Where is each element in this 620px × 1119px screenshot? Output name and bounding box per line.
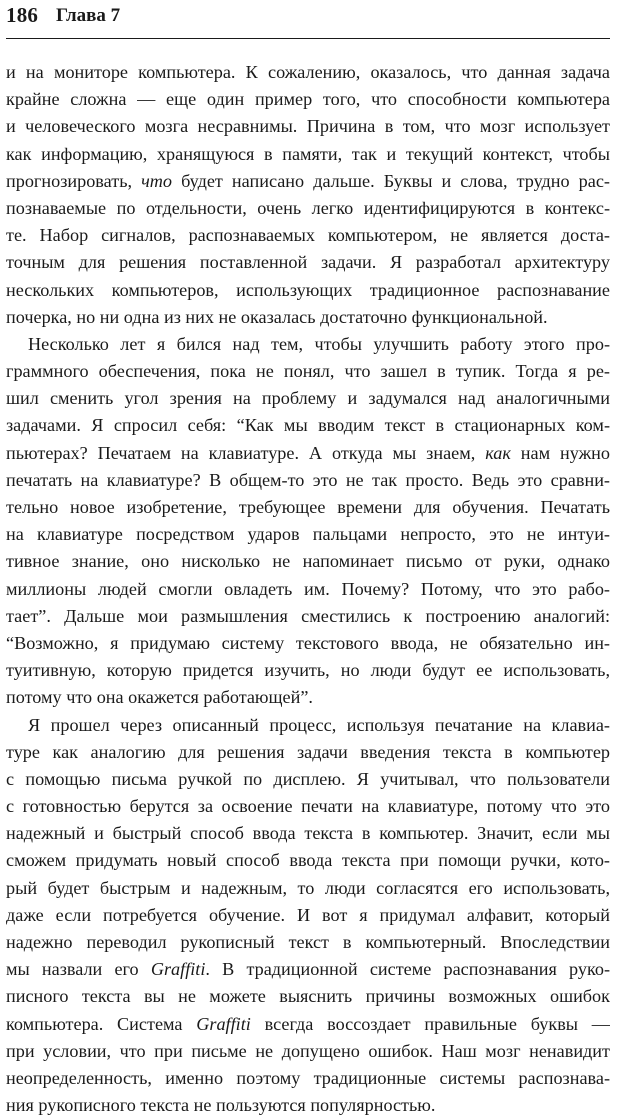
text-line: и человеческого мозга несравнимы. Причина в том, что мозг использует	[6, 113, 610, 140]
paragraph	[6, 59, 610, 331]
text-line: тельно новое изобретение, требующее времени для обучения. Печатать	[6, 494, 610, 521]
text-line: те. Набор сигналов, распознаваемых компьютером, не является доста-	[6, 222, 610, 249]
text-line: миллионы людей смогли овладеть им. Почему? Потому, что это рабо-	[6, 576, 610, 603]
text-line: нескольких компьютеров, использующих традиционное распознавание	[6, 277, 610, 304]
text-line: надежный и быстрый способ ввода текста в компьютер. Значит, если мы	[6, 820, 610, 847]
text-line: сможем придумать новый способ ввода текста при помощи ручки, кото-	[6, 847, 610, 874]
text-line: “Возможно, я придумаю систему текстового ввода, не обязательно ин-	[6, 630, 610, 657]
chapter-title: Глава 7	[56, 5, 120, 27]
text-line: познаваемые по отдельности, очень легко идентифицируются в контекс-	[6, 195, 610, 222]
text-line: печатать на клавиатуре? В общем-то это не так просто. Ведь это сравни-	[6, 467, 610, 494]
text-line: Я прошел через описанный процесс, используя печатание на клавиа-	[6, 712, 610, 739]
text-line: рый будет быстрым и надежным, то люди согласятся его использовать,	[6, 875, 610, 902]
text-line: как информацию, хранящуюся в памяти, так и текущий контекст, чтобы	[6, 141, 610, 168]
text-line: ния рукописного текста не пользуются популярностью.	[6, 1092, 610, 1119]
text-line: пьютерах? Печатаем на клавиатуре. А откуда мы знаем, как нам нужно	[6, 440, 610, 467]
text-line: шил сменить угол зрения на проблему и задумался над аналогичными	[6, 385, 610, 412]
text-line: граммного обеспечения, пока не понял, что зашел в тупик. Тогда я ре-	[6, 358, 610, 385]
text-line: неопределенность, именно поэтому традиционные системы распознава-	[6, 1065, 610, 1092]
text-line: крайне сложна — еще один пример того, что способности компьютера	[6, 86, 610, 113]
text-line: туитивную, которую придется изучить, но люди будут ее использовать,	[6, 657, 610, 684]
text-line: тивное знание, оно нисколько не напоминает письмо от руки, однако	[6, 548, 610, 575]
paragraph	[6, 331, 610, 712]
page-number: 186	[6, 3, 38, 28]
text-line: почерка, но ни одна из них не оказалась достаточно функциональной.	[6, 304, 610, 331]
text-line: точным для решения поставленной задачи. Я разработал архитектуру	[6, 249, 610, 276]
text-line: задачами. Я спросил себя: “Как мы вводим текст в стационарных ком-	[6, 412, 610, 439]
text-line: при условии, что при письме не допущено ошибок. Наш мозг ненавидит	[6, 1038, 610, 1065]
text-line: надежно переводил рукописный текст в компьютерный. Впоследствии	[6, 929, 610, 956]
text-line: Несколько лет я бился над тем, чтобы улучшить работу этого про-	[6, 331, 610, 358]
text-line: на клавиатуре посредством ударов пальцами непросто, это не интуи-	[6, 521, 610, 548]
text-line: потому что она окажется работающей”.	[6, 684, 610, 711]
paragraph	[6, 712, 610, 1119]
running-header	[6, 0, 610, 39]
text-line: писного текста вы не можете выяснить причины возможных ошибок	[6, 983, 610, 1010]
text-line: с готовностью берутся за освоение печати на клавиатуре, потому что это	[6, 793, 610, 820]
text-line: тает”. Дальше мои размышления сместились к построению аналогий:	[6, 603, 610, 630]
text-line: с помощью письма ручкой по дисплею. Я учитывал, что пользователи	[6, 766, 610, 793]
text-line: прогнозировать, что будет написано дальше. Буквы и слова, трудно рас-	[6, 168, 610, 195]
text-line: мы назвали его Graffiti. В традиционной системе распознавания руко-	[6, 956, 610, 983]
text-line: туре как аналогию для решения задачи введения текста в компьютер	[6, 739, 610, 766]
body-text	[6, 59, 610, 1119]
text-line: компьютера. Система Graffiti всегда воссоздает правильные буквы —	[6, 1011, 610, 1038]
text-line: и на мониторе компьютера. К сожалению, оказалось, что данная задача	[6, 59, 610, 86]
text-line: даже если потребуется обучение. И вот я придумал алфавит, который	[6, 902, 610, 929]
